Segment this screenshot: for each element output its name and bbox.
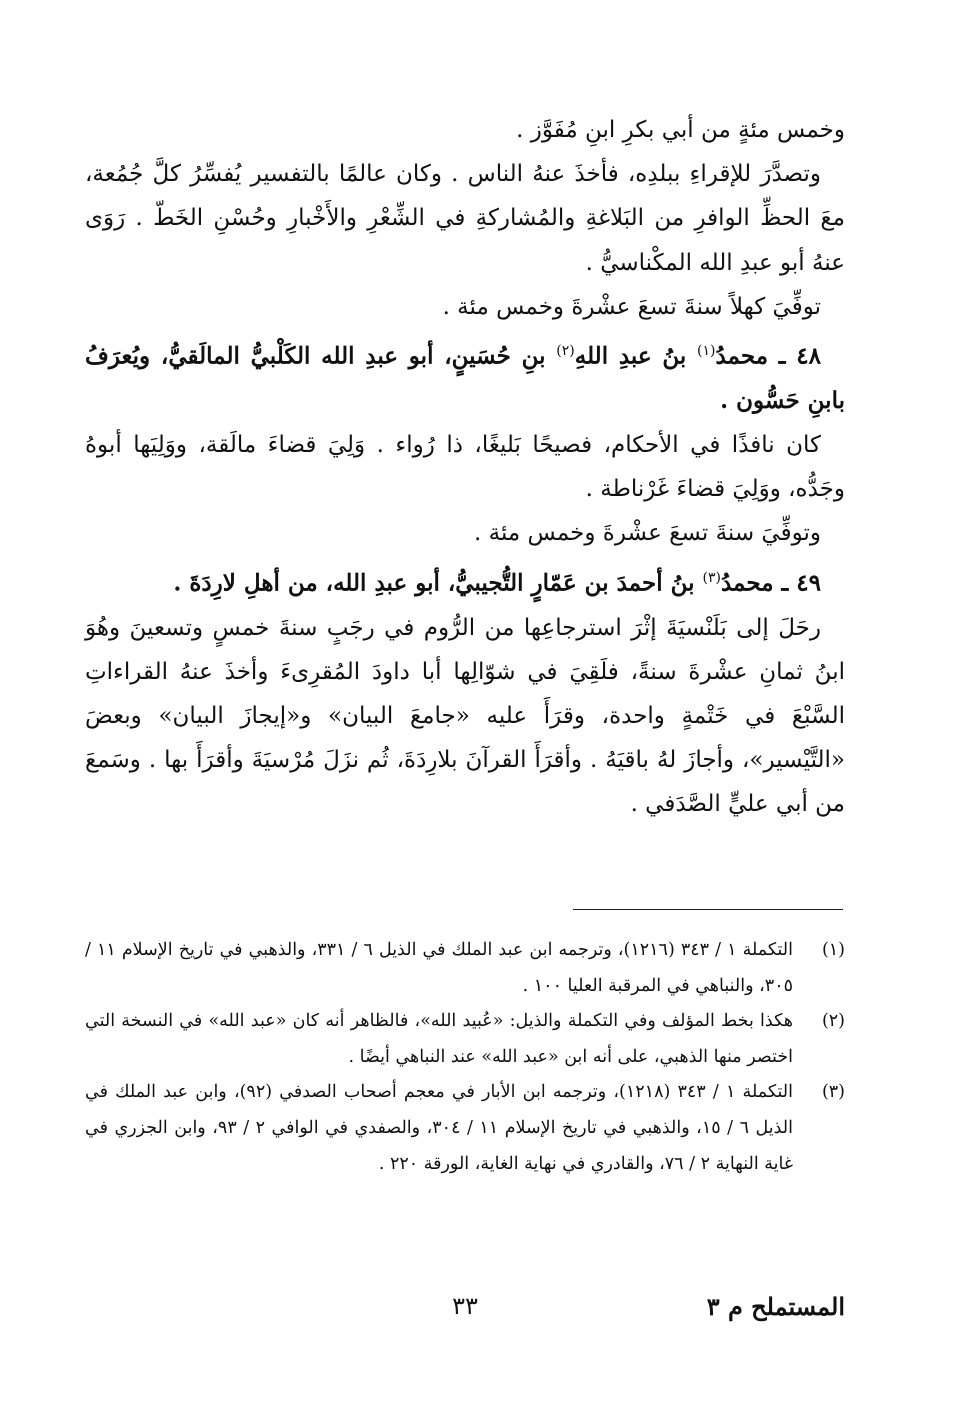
footnote-text: التكملة ١ / ٣٤٣ (١٢١٦)، وترجمه ابن عبد الملك في الذيل ٦ / ٣٣١، والذهبي في تاريخ الإسلام ١١ / ٣٠٥، والنباهي في المرقبة العليا ١٠٠ . — [85, 940, 793, 996]
footnote-number: (٢) — [821, 1011, 845, 1032]
entry-heading-49 — [85, 556, 845, 606]
footnote-number: (١) — [821, 940, 845, 960]
footnote-text: هكذا بخط المؤلف وفي التكملة والذيل: «عُبيد الله»، فالظاهر أنه كان «عبد الله» في النسخة التي اختصر منها الذهبي، على أنه ابن «عبد الله» عند النباهي أيضًا . — [85, 1011, 793, 1067]
footnote — [85, 1004, 845, 1075]
page-number: ٣٣ — [452, 1292, 478, 1320]
paragraph: رحَلَ إلى بَلَنْسيَةَ إثْرَ استرجاعِها من الرُّوم في رجَبٍ سنةَ خمسٍ وتسعينَ وهُوَ ابنُ ثمانِ عشْرةَ سنةً، فلَقِيَ في شوّالِها أبا داودَ المُقرِىءَ وأخذَ عنهُ القراءاتِ السَّبْعَ في خَتْمةٍ واحدة، وقرَأَ عليه «جامعَ البيان» و«إيجازَ البيان» وبعضَ «التَّيْسير»، وأجازَ لهُ باقيَهُ . وأقرَأَ القرآنَ بلارِدَةَ، ثُم نزَلَ مُرْسيَةَ وأقرَأَ بها . وسَمعَ من أبي عليٍّ الصَّدَفي . — [85, 614, 846, 818]
footnotes — [85, 933, 845, 1182]
page-footer — [85, 1292, 845, 1342]
footnote-ref: (٣) — [702, 569, 721, 586]
entry-heading-part: بنُ عبدِ اللهِ — [574, 342, 698, 370]
entry-heading-part: بنُ أحمدَ بن عَمّارٍ التُّجيبيُّ، أبو عبدِ الله، من أهلِ لارِدَةَ . — [173, 569, 703, 597]
main-text — [85, 108, 845, 827]
paragraph: وخمس مئةٍ من أبي بكرِ ابنِ مُفَوَّز . — [516, 117, 845, 143]
entry-heading-part: ٤٩ ـ محمدُ — [720, 569, 821, 597]
printer-signature: المستملح م ٣ — [706, 1292, 845, 1321]
footnote-number: (٣) — [821, 1082, 845, 1103]
footnote — [85, 933, 845, 1004]
entry-heading-part: بنِ حُسَينٍ، أبو عبدِ الله الكَلْبيُّ المالَقيُّ، ويُعرَفُ بابنِ حَسُّون . — [85, 342, 845, 414]
footnote — [85, 1075, 845, 1182]
paragraph: وتصدَّرَ للإقراءِ ببلدِه، فأخذَ عنهُ الناس . وكان عالمًا بالتفسير يُفسِّرُ كلَّ جُمُعة، معَ الحظِّ الوافرِ من البَلاغةِ والمُشاركةِ في الشِّعْرِ والأَخْبارِ وحُسْنِ الخَطّ . رَوَى عنهُ أبو عبدِ الله المكْناسيُّ . — [85, 161, 845, 276]
entry-heading-48 — [85, 329, 845, 423]
paragraph: توفِّيَ كهلاً سنةَ تسعَ عشْرةَ وخمس مئة . — [442, 293, 821, 320]
footnote-text: التكملة ١ / ٣٤٣ (١٢١٨)، وترجمه ابن الأبار في معجم أصحاب الصدفي (٩٢)، وابن عبد الملك في الذيل ٦ / ١٥، والذهبي في تاريخ الإسلام ١١ / ٣٠٤، والصفدي في الوافي ٢ / ٩٣، وابن الجزري في غاية النهاية ٢ / ٧٦، والقادري في نهاية الغاية، الورقة ٢٢٠ . — [85, 1082, 793, 1174]
paragraph: وتوفِّيَ سنةَ تسعَ عشْرةَ وخمس مئة . — [474, 520, 821, 547]
entry-heading-part: ٤٨ ـ محمدُ — [715, 342, 821, 370]
footnote-separator — [573, 909, 843, 910]
paragraph: كان نافذًا في الأحكام، فصيحًا بَليغًا، ذا رُواء . وَلِيَ قضاءَ مالَقة، ووَلِيَها أبوهُ وجَدُّه، ووَلِيَ قضاءَ غَرْناطة . — [85, 432, 845, 503]
footnote-ref: (٢) — [556, 343, 575, 360]
footnote-ref: (١) — [697, 343, 716, 360]
